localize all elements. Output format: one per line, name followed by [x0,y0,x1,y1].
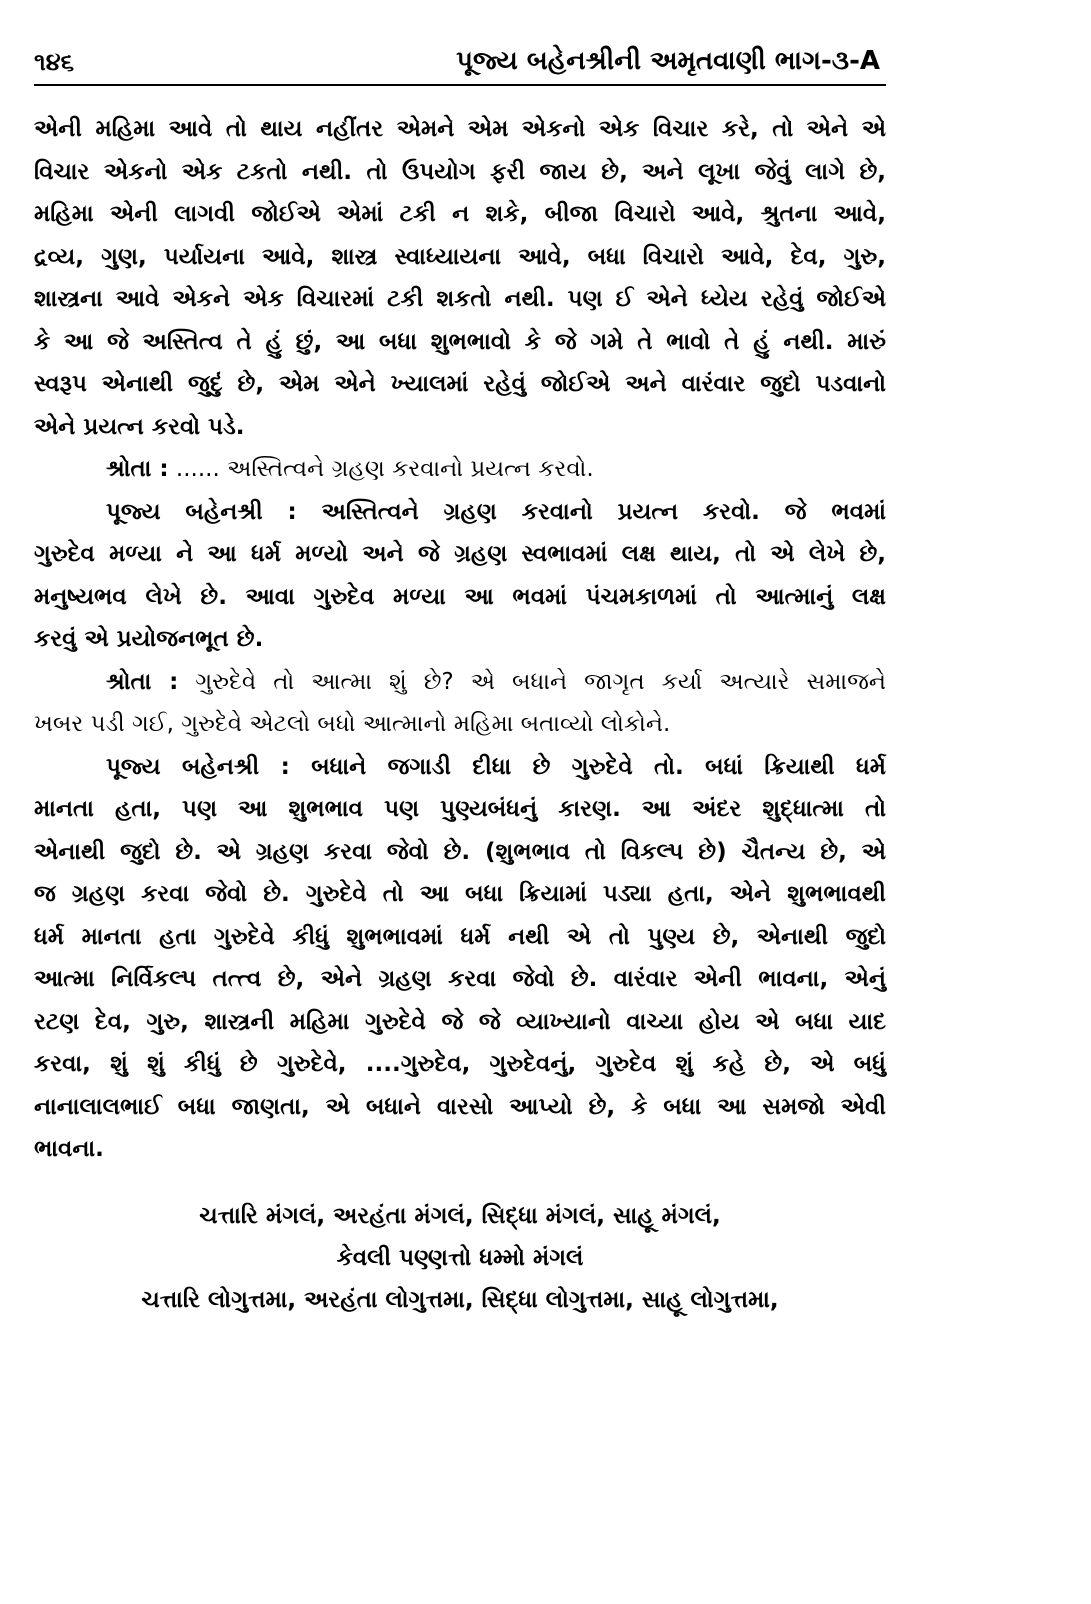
text-line: કરવા, શું શું કીધું છે ગુરુદેવે, ....ગુરુદેવ, ગુરુદેવનું, ગુરુદેવ શું કહે છે, એ બધું [34,1051,886,1077]
answer-1 [34,491,886,661]
text-line: ગુરુદેવ મળ્યા ને આ ધર્મ મળ્યો અને જે ગ્રહણ સ્વભાવમાં લક્ષ થાય, તો એ લેખે છે, [34,541,886,567]
text-line: નાનાલાલભાઈ બધા જાણતા, એ બધાને વારસો આપ્યો છે, કે બધા આ સમજો એવી [34,1093,886,1120]
answer-first-line [34,746,886,789]
text-line: મનુષ્યભવ લેખે છે. આવા ગુરુદેવ મળ્યા આ ભવમાં પંચમકાળમાં તો આત્માનું લક્ષ [34,583,886,610]
speaker-label: પૂજ્ય બહેનશ્રી : [106,498,297,525]
answer-first-line [34,491,886,534]
text-line: રટણ દેવ, ગુરુ, શાસ્ત્રની મહિમા ગુરુદેવે જે જે વ્યાખ્યાનો વાચ્યા હોય એ બધા યાદ [34,1008,886,1035]
page-number: ૧૪૬ [34,48,75,76]
mangal-verse-line-2: કેવલી પણ્ણત્તો ધમ્મો મંગલં [336,1245,584,1271]
text-line: કરવું એ પ્રયોજનભૂત છે. [34,626,264,652]
question-2 [34,661,886,746]
text-line: આત્મા નિર્વિકલ્પ તત્ત્વ છે, એને ગ્રહણ કરવા જેવો છે. વારંવાર એની ભાવના, એનું [34,966,886,992]
answer-2 [34,746,886,1171]
question-line [34,448,886,491]
text-line: ભાવના. [34,1136,104,1162]
text-line: શાસ્ત્રના આવે એકને એક વિચારમાં ટકી શકતો નથી. પણ ઈ એને ધ્યેય રહેવું જોઈએ [34,286,886,312]
text-line: મહિમા એની લાગવી જોઈએ એમાં ટકી ન શકે, બીજા વિચારો આવે, શ્રુતના આવે, [34,201,886,227]
mangal-verse-line-3: ચત્તારિ લોગુત્તમા, અરહંતા લોગુત્તમા, સિદ્ધા લોગુત્તમા, સાહૂ લોગુત્તમા, [141,1287,779,1313]
speaker-label: પૂજ્ય બહેનશ્રી : [106,753,290,780]
text-line: વિચાર એકનો એક ટકતો નથી. તો ઉપયોગ ફરી જાય છે, અને લૂખા જેવું લાગે છે, [34,158,886,185]
text-line: એનાથી જુદો છે. એ ગ્રહણ કરવા જેવો છે. (શુભભાવ તો વિકલ્પ છે) ચૈતન્ય છે, એ [34,838,886,865]
answer-text: બધાને જગાડી દીધા છે ગુરુદેવે તો. બધાં ક્રિયાથી ધર્મ [289,753,886,780]
text-line: માનતા હતા, પણ આ શુભભાવ પણ પુણ્યબંધનું કારણ. આ અંદર શુદ્ધાત્મા તો [34,796,886,822]
page-body [34,108,886,1171]
speaker-label: શ્રોતા : [106,456,169,482]
text-line: ખબર પડી ગઈ, ગુરુદેવે એટલો બધો આત્માનો મહિમા બતાવ્યો લોકોને. [34,711,671,737]
text-line: સ્વરૂપ એનાથી જુદું છે, એમ એને ખ્યાલમાં રહેવું જોઈએ અને વારંવાર જુદો પડવાનો [34,371,886,397]
text-line: એને પ્રયત્ન કરવો પડે. [34,413,245,440]
book-title: પૂજ્ય બહેનશ્રીની અમૃતવાણી ભાગ-૩-A [456,46,880,76]
question-1 [34,448,886,491]
text-line: કે આ જે અસ્તિત્વ તે હું છું, આ બધા શુભભાવો કે જે ગમે તે ભાવો તે હું નથી. મારું [34,328,886,355]
paragraph-1 [34,108,886,448]
page-header [34,44,886,86]
mangal-verse-line-1: ચત્તારિ મંગલં, અરહંતા મંગલં, સિદ્ધા મંગલં, સાહૂ મંગલં, [199,1203,721,1229]
answer-text: અસ્તિત્વને ગ્રહણ કરવાનો પ્રયત્ન કરવો. જે ભવમાં [296,498,886,525]
text-line: એની મહિમા આવે તો થાય નહીંતર એમને એમ એકનો એક વિચાર કરે, તો એને એ [34,116,886,142]
text-line: ધર્મ માનતા હતા ગુરુદેવે કીધું શુભભાવમાં ધર્મ નથી એ તો પુણ્ય છે, એનાથી જુદો [34,923,886,950]
question-text: ગુરુદેવે તો આત્મા શું છે? એ બધાને જાગૃત કર્યા અત્યારે સમાજને [178,668,886,695]
text-line: દ્રવ્ય, ગુણ, પર્યાયના આવે, શાસ્ત્ર સ્વાધ્યાયના આવે, બધા વિચારો આવે, દેવ, ગુરુ, [34,243,886,270]
question-text: ...... અસ્તિત્વને ગ્રહણ કરવાનો પ્રયત્ન કરવો. [168,456,594,482]
question-first-line [34,661,886,704]
text-line: જ ગ્રહણ કરવા જેવો છે. ગુરુદેવે તો આ બધા ક્રિયામાં પડ્યા હતા, એને શુભભાવથી [34,881,886,907]
speaker-label: શ્રોતા : [106,668,179,695]
